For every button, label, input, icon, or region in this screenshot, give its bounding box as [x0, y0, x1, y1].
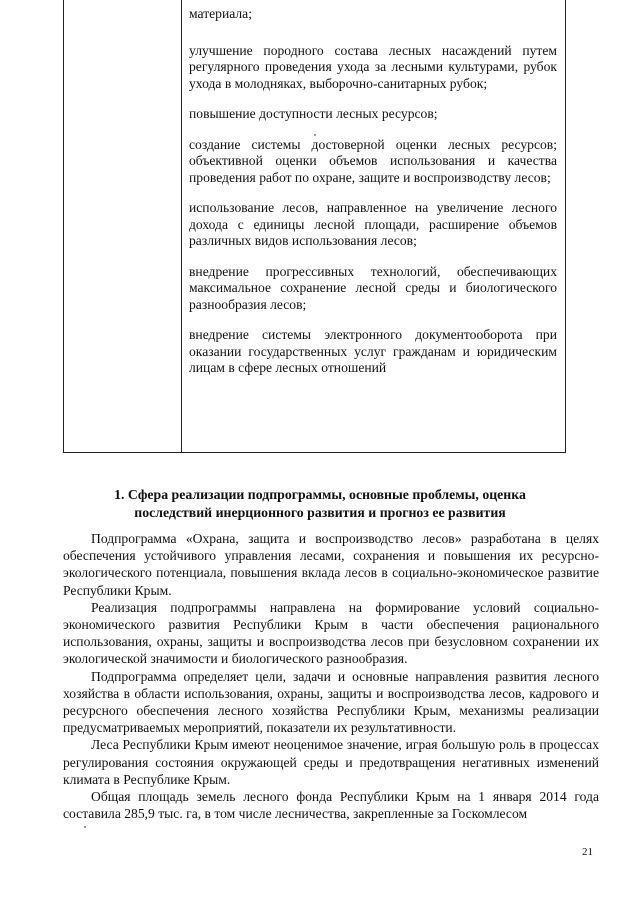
- goals-table: [63, 0, 566, 453]
- section-heading: 1. Сфера реализации подпрограммы, основные проблемы, оценка последствий инерционного развития и прогноз ее развития: [114, 487, 526, 520]
- scan-artifact-dot: [84, 826, 86, 828]
- table-item: использование лесов, направленное на увеличение лесного дохода с единицы лесной площади, расширение объемов различных видов использования лесов;: [189, 200, 557, 248]
- paragraph: Подпрограмма определяет цели, задачи и основные направления развития лесного хозяйства в области использования, охраны, защиты и воспроизводства лесов, кадрового и ресурсного обеспечения лесного хозяйства Республики Крым, механизмы реализации предусматриваемых мероприятий, показатели их результативности.: [63, 668, 599, 736]
- table-item: внедрение системы электронного документооборота при оказании государственных услуг гражданам и юридическим лицам в сфере лесных отношений: [189, 327, 557, 375]
- paragraph: Реализация подпрограммы направлена на формирование условий социально-экономического развития Республики Крым в части обеспечения рационального использования, охраны, защиты и воспроизводства лесов при безусловном сохранении их экологической значимости и биологического разнообразия.: [63, 599, 599, 667]
- body-text: [63, 530, 599, 822]
- table-item: улучшение породного состава лесных насаждений путем регулярного проведения ухода за лесными культурами, рубок ухода в молодняках, выборочно-санитарных рубок;: [189, 42, 557, 91]
- table-item: повышение доступности лесных ресурсов;: [189, 106, 438, 121]
- paragraph: Общая площадь земель лесного фонда Республики Крым на 1 января 2014 года составила 285,9 тыс. га, в том числе лесничества, закрепленные за Госкомлесом: [63, 789, 599, 822]
- paragraph: Подпрограмма «Охрана, защита и воспроизводство лесов» разработана в целях обеспечения устойчивого управления лесами, сохранения и повышения их ресурсно-экологического потенциала, повышения вклада лесов в социально-экономическое развитие Республики Крым.: [63, 531, 599, 598]
- page-number: 21: [582, 846, 593, 858]
- table-item: внедрение прогрессивных технологий, обеспечивающих максимальное сохранение лесной среды и биологического разнообразия лесов;: [189, 263, 557, 312]
- table-item: материала;: [189, 6, 252, 21]
- paragraph: Леса Республики Крым имеют неоценимое значение, играя большую роль в процессах регулирования состояния окружающей среды и предотвращения негативных изменений климата в Республике Крым.: [63, 737, 599, 787]
- goals-cell: [189, 6, 557, 391]
- scan-artifact-dot: [314, 134, 316, 136]
- table-column-divider: [181, 0, 182, 452]
- table-item: создание системы достоверной оценки лесных ресурсов; объективной оценки объемов использования и качества проведения работ по охране, защите и воспроизводству лесов;: [189, 136, 557, 185]
